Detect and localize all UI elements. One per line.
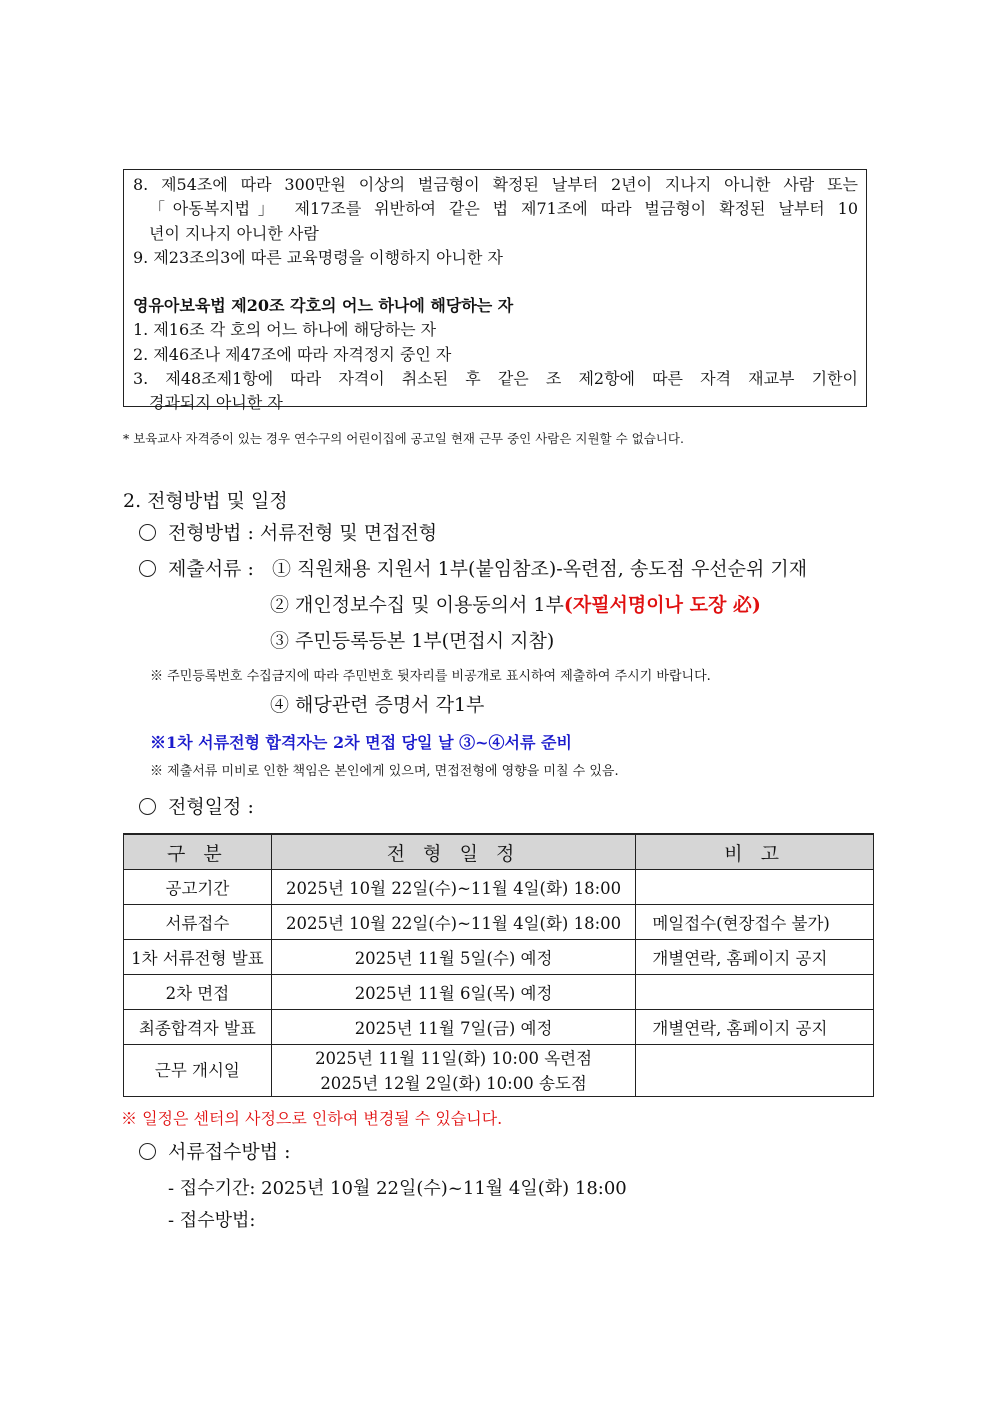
doc-2: ② 개인정보수집 및 이용동의서 1부: [270, 594, 564, 616]
doc-1: ① 직원채용 지원서 1부(붙임참조)-옥련점, 송도점 우선순위 기재: [272, 558, 808, 580]
method-line: [139, 518, 437, 545]
table-row: [124, 975, 874, 1010]
schedule-table: [123, 833, 874, 1097]
cell-note: 개별연락, 홈페이지 공지: [636, 1010, 874, 1045]
receipt-line: [139, 1137, 291, 1164]
circle-bullet-icon: [139, 798, 156, 815]
circle-bullet-icon: [139, 1143, 156, 1160]
header-schedule: 전 형 일 정: [271, 834, 636, 870]
disqualification-box: [123, 169, 867, 413]
doc-2-line: [270, 590, 761, 617]
cell-note: [636, 1045, 874, 1097]
receipt-method: - 접수방법:: [168, 1210, 256, 1231]
circle-bullet-icon: [139, 524, 156, 541]
cell-date: 2025년 11월 6일(목) 예정: [271, 975, 636, 1010]
table-row: [124, 1010, 874, 1045]
docs-label: 제출서류 :: [168, 558, 254, 580]
cell-note: 개별연락, 홈페이지 공지: [636, 940, 874, 975]
doc-4: ④ 해당관련 증명서 각1부: [270, 694, 485, 716]
cell-date: 2025년 10월 22일(수)~11월 4일(화) 18:00: [271, 905, 636, 940]
circle-bullet-icon: [139, 560, 156, 577]
schedule-change-note: ※ 일정은 센터의 사정으로 인하여 변경될 수 있습니다.: [121, 1109, 503, 1128]
cell-date: 2025년 11월 7일(금) 예정: [271, 1010, 636, 1045]
box-line-8: 8. 제54조에 따라 300만원 이상의 벌금형이 확정된 날부터 2년이 지나지 아니한 사람 또는: [133, 175, 858, 194]
box-line-a2: 2. 제46조나 제47조에 따라 자격정지 중인 자: [133, 344, 452, 364]
qualification-note: * 보육교사 자격증이 있는 경우 연수구의 어린이집에 공고일 현재 근무 중인 사람은 지원할 수 없습니다.: [123, 431, 684, 446]
cell-date: 2025년 11월 5일(수) 예정: [271, 940, 636, 975]
method-text: 전형방법 : 서류전형 및 면접전형: [168, 522, 438, 544]
box-heading-article20: 영유아보육법 제20조 각호의 어느 하나에 해당하는 자: [133, 296, 514, 316]
start-date-okryeon: 2025년 11월 11일(화) 10:00 옥련점: [315, 1048, 593, 1068]
table-row: [124, 1045, 874, 1097]
cell-category: 공고기간: [124, 870, 272, 905]
doc-3-note: ※ 주민등록번호 수집금지에 따라 주민번호 뒷자리를 비공개로 표시하여 제출하여 주시기 바랍니다.: [150, 669, 711, 684]
box-line-8-cont: 「아동복지법」 제17조를 위반하여 같은 법 제71조에 따라 벌금형이 확정된 날부터 10: [149, 199, 858, 219]
schedule-label: 전형일정 :: [168, 796, 254, 818]
table-header-row: [124, 834, 874, 870]
cell-category: 1차 서류전형 발표: [124, 940, 272, 975]
doc-3: ③ 주민등록등본 1부(면접시 지참): [270, 630, 555, 652]
schedule-line: [139, 792, 254, 819]
receipt-period: - 접수기간: 2025년 10월 22일(수)~11월 4일(화) 18:00: [168, 1178, 627, 1199]
receipt-label: 서류접수방법 :: [168, 1141, 291, 1163]
cell-category: 근무 개시일: [124, 1045, 272, 1097]
cell-category: 최종합격자 발표: [124, 1010, 272, 1045]
start-date-songdo: 2025년 12월 2일(화) 10:00 송도점: [320, 1073, 587, 1093]
box-line-8-cont2: 년이 지나지 아니한 사람: [149, 223, 319, 243]
cell-note: 메일접수(현장접수 불가): [636, 905, 874, 940]
box-line-a3-cont: 경과되지 아니한 자: [149, 393, 283, 413]
box-line-a1: 1. 제16조 각 호의 어느 하나에 해당하는 자: [133, 320, 437, 340]
box-line-9: 9. 제23조의3에 따른 교육명령을 이행하지 아니한 자: [133, 247, 503, 267]
cell-note: [636, 975, 874, 1010]
cell-date: [271, 1045, 636, 1097]
docs-responsibility-note: ※ 제출서류 미비로 인한 책임은 본인에게 있으며, 면접전형에 영향을 미칠 수 있음.: [150, 764, 619, 779]
cell-date: 2025년 10월 22일(수)~11월 4일(화) 18:00: [271, 870, 636, 905]
section-title: 2. 전형방법 및 일정: [123, 490, 288, 512]
cell-category: 2차 면접: [124, 975, 272, 1010]
cell-category: 서류접수: [124, 905, 272, 940]
table-row: [124, 905, 874, 940]
cell-note: [636, 870, 874, 905]
interview-docs-note: ※1차 서류전형 합격자는 2차 면접 당일 날 ③~④서류 준비: [150, 733, 572, 752]
header-remarks: 비 고: [636, 834, 874, 870]
doc-2-signature-note: (자필서명이나 도장 必): [563, 594, 761, 616]
docs-line: [139, 554, 254, 581]
table-row: [124, 870, 874, 905]
table-row: [124, 940, 874, 975]
header-category: 구 분: [124, 834, 272, 870]
box-line-a3: 3. 제48조제1항에 따라 자격이 취소된 후 같은 조 제2항에 따른 자격 재교부 기한이: [133, 369, 858, 389]
